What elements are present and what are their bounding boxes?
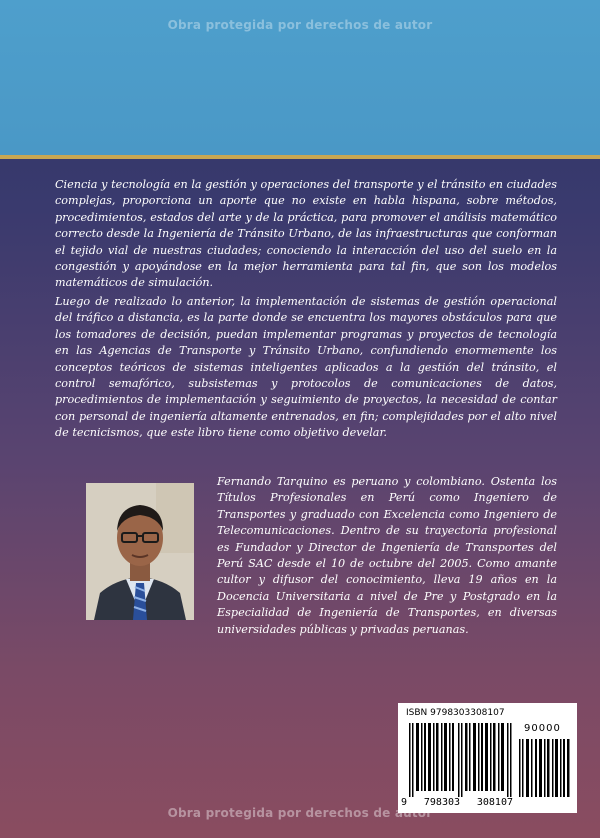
description-paragraph-1: Ciencia y tecnología en la gestión y operaciones del transporte y el tránsito en ciudades complejas, proporciona un aporte que no existe en habla hispana, sobre métodos, procedimientos, estados del arte y de la práctica, para promover el análisis matemático correcto desde la Ingeniería de Tránsito Urbano, de las infraestructuras que conforman el tejido vial de nuestras ciudades; conociendo la interacción del uso del suelo en la congestión y apoyándose en la mejor herramienta para tal fin, que son los modelos matemáticos de simulación. (55, 178, 557, 290)
price-code: 90000 (524, 723, 561, 734)
author-photo (86, 483, 194, 620)
barcode-digit-group-1: 798303 (423, 797, 461, 808)
isbn-barcode (398, 703, 577, 813)
author-portrait-illustration (86, 483, 194, 620)
main-barcode-bars (407, 723, 515, 797)
price-barcode-bars (519, 739, 571, 797)
barcode-digit-group-2: 308107 (476, 797, 513, 808)
barcode-digit-lead: 9 (401, 797, 408, 808)
watermark-top: Obra protegida por derechos de autor (167, 18, 433, 32)
gold-divider-line (0, 155, 600, 159)
isbn-label: ISBN 9798303308107 (406, 708, 505, 718)
description-paragraph-2: Luego de realizado lo anterior, la implementación de sistemas de gestión operacional del tráfico a distancia, es la parte donde se encuentra los mayores obstáculos para que los tomadores de decisión, puedan implementar programas y proyectos de tecnología en las Agencias de Transporte y Tránsito Urbano, confundiendo enormemente los conceptos teóricos de sistemas inteligentes aplicados a la gestión del tránsito, el control semafórico, subsistemas y protocolos de comunicaciones de datos, procedimientos de implementación y seguimiento de proyectos, la necesidad de contar con personal de ingeniería altamente entrenados, en fin; complejidades por el alto nivel de tecnicismos, que este libro tiene como objetivo develar. (55, 295, 557, 440)
watermark-bottom: Obra protegida por derechos de autor (167, 806, 433, 820)
author-bio: Fernando Tarquino es peruano y colombiano. Ostenta los Títulos Profesionales en Perú como Ingeniero de Transportes y graduado con Excelencia como Ingeniero de Telecomunicaciones. Dentro de su trayectoria profesional es Fundador y Director de Ingeniería de Transportes del Perú SAC desde el 10 de octubre del 2005. Como amante cultor y difusor del conocimiento, lleva 19 años en la Docencia Universitaria a nivel de Pre y Postgrado en la Especialidad de Ingeniería de Transportes, en diversas universidades públicas y privadas peruanas. (217, 475, 557, 636)
